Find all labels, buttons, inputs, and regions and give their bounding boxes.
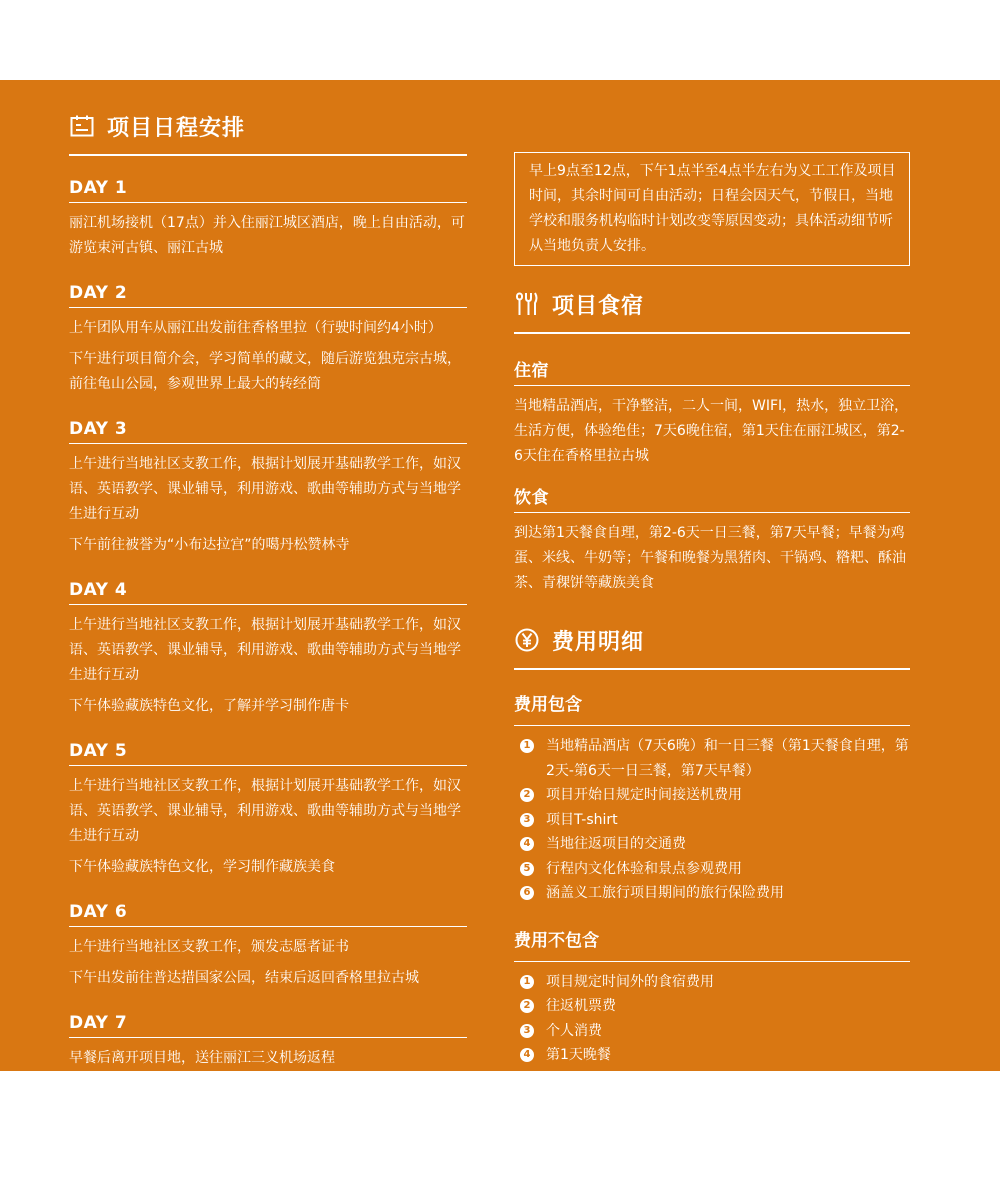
list-item (514, 881, 910, 906)
day-activity: 下午体验藏族特色文化，学习制作藏族美食 (69, 859, 335, 875)
list-item (514, 1043, 910, 1068)
schedule-title: 项目日程安排 (107, 115, 246, 141)
item-text: 个人消费 (546, 1022, 602, 1039)
excluded-list (514, 970, 910, 1068)
item-number-badge: 5 (520, 862, 534, 876)
list-item (514, 1019, 910, 1044)
info-column (514, 152, 910, 1068)
lodging-text: 当地精品酒店，干净整洁，二人一间，WIFI，热水，独立卫浴，生活方便，体验绝佳；7天6晚住宿，第1天住在丽江城区，第2-6天住在香格里拉古城 (514, 398, 909, 464)
excluded-divider (514, 961, 910, 962)
costs-divider (514, 668, 910, 670)
list-item (514, 970, 910, 995)
included-divider (514, 725, 910, 726)
food-lodging-header (514, 286, 910, 322)
day-activity: 下午进行项目简介会，学习简单的藏文，随后游览独克宗古城，前往龟山公园，参观世界上最大的转经筒 (69, 351, 461, 392)
schedule-note: 早上9点至12点，下午1点半至4点半左右为义工工作及项目时间，其余时间可自由活动；日程会因天气，节假日，当地学校和服务机构临时计划改变等原因变动；具体活动细节听从当地负责人安排。 (514, 152, 910, 266)
item-number-badge: 1 (520, 739, 534, 753)
food-text: 到达第1天餐食自理，第2-6天一日三餐，第7天早餐；早餐为鸡蛋、米线、牛奶等；午餐和晚餐为黑猪肉、干锅鸡、糌粑、酥油茶、青稞饼等藏族美食 (514, 525, 906, 591)
food-lodging-divider (514, 332, 910, 334)
day-divider (69, 307, 467, 308)
item-text: 行程内文化体验和景点参观费用 (546, 860, 742, 877)
day-divider (69, 202, 467, 203)
food-lodging-title: 项目食宿 (552, 293, 645, 319)
list-item (514, 734, 910, 783)
item-number-badge: 6 (520, 886, 534, 900)
day-activity: 下午体验藏族特色文化，了解并学习制作唐卡 (69, 698, 349, 714)
day-activity: 丽江机场接机（17点）并入住丽江城区酒店，晚上自由活动，可游览束河古镇、丽江古城 (69, 215, 465, 256)
list-item (514, 857, 910, 882)
day-list (69, 178, 467, 1071)
day-title: DAY 5 (69, 741, 128, 761)
day-title: DAY 2 (69, 283, 128, 303)
list-item (514, 832, 910, 857)
day-activity: 上午进行当地社区支教工作，颁发志愿者证书 (69, 939, 349, 955)
list-item (514, 808, 910, 833)
item-text: 项目T-shirt (546, 811, 618, 828)
day-activity: 下午前往被誉为“小布达拉宫”的噶丹松赞林寺 (69, 537, 350, 553)
item-number-badge: 2 (520, 788, 534, 802)
item-text: 当地精品酒店（7天6晚）和一日三餐（第1天餐食自理，第2天-第6天一日三餐，第7天早餐） (546, 738, 909, 779)
included-list (514, 734, 910, 906)
content-panel (0, 80, 1000, 1071)
utensils-icon (514, 291, 540, 317)
day-activity: 下午出发前往普达措国家公园，结束后返回香格里拉古城 (69, 970, 419, 986)
excluded-title: 费用不包含 (514, 930, 599, 951)
lodging-divider (514, 385, 910, 386)
day-activity: 上午团队用车从丽江出发前往香格里拉（行驶时间约4小时） (69, 320, 442, 336)
item-number-badge: 3 (520, 1024, 534, 1038)
schedule-header (69, 108, 467, 144)
schedule-column (69, 108, 467, 1071)
food-divider (514, 512, 910, 513)
day-title: DAY 7 (69, 1013, 128, 1033)
item-text: 当地往返项目的交通费 (546, 836, 686, 852)
item-number-badge: 2 (520, 999, 534, 1013)
day-activity: 早餐后离开项目地，送往丽江三义机场返程 (69, 1050, 335, 1066)
costs-title: 费用明细 (552, 629, 645, 655)
day-title: DAY 6 (69, 902, 128, 922)
item-text: 涵盖义工旅行项目期间的旅行保险费用 (546, 885, 784, 901)
item-text: 项目规定时间外的食宿费用 (546, 973, 714, 990)
item-text: 项目开始日规定时间接送机费用 (546, 787, 742, 803)
day-divider (69, 604, 467, 605)
day-activity: 上午进行当地社区支教工作，根据计划展开基础教学工作，如汉语、英语教学、课业辅导，利用游戏、歌曲等辅助方式与当地学生进行互动 (69, 456, 461, 522)
day-divider (69, 926, 467, 927)
item-number-badge: 4 (520, 837, 534, 851)
item-text: 往返机票费 (546, 998, 616, 1014)
day-activity: 上午进行当地社区支教工作，根据计划展开基础教学工作，如汉语、英语教学、课业辅导，利用游戏、歌曲等辅助方式与当地学生进行互动 (69, 778, 461, 844)
food-title: 饮食 (514, 488, 549, 508)
day-title: DAY 3 (69, 419, 128, 439)
item-text: 第1天晚餐 (546, 1047, 611, 1063)
day-divider (69, 1037, 467, 1038)
yuan-icon (514, 627, 540, 653)
day-divider (69, 443, 467, 444)
item-number-badge: 4 (520, 1048, 534, 1062)
day-divider (69, 765, 467, 766)
calendar-icon (69, 113, 95, 139)
included-title: 费用包含 (514, 695, 582, 715)
schedule-divider (69, 154, 467, 156)
list-item (514, 994, 910, 1019)
list-item (514, 783, 910, 808)
lodging-title: 住宿 (514, 361, 549, 381)
day-title: DAY 4 (69, 580, 128, 600)
day-activity: 上午进行当地社区支教工作，根据计划展开基础教学工作，如汉语、英语教学、课业辅导，利用游戏、歌曲等辅助方式与当地学生进行互动 (69, 617, 461, 683)
item-number-badge: 3 (520, 813, 534, 827)
day-title: DAY 1 (69, 178, 128, 198)
item-number-badge: 1 (520, 975, 534, 989)
costs-header (514, 622, 910, 658)
